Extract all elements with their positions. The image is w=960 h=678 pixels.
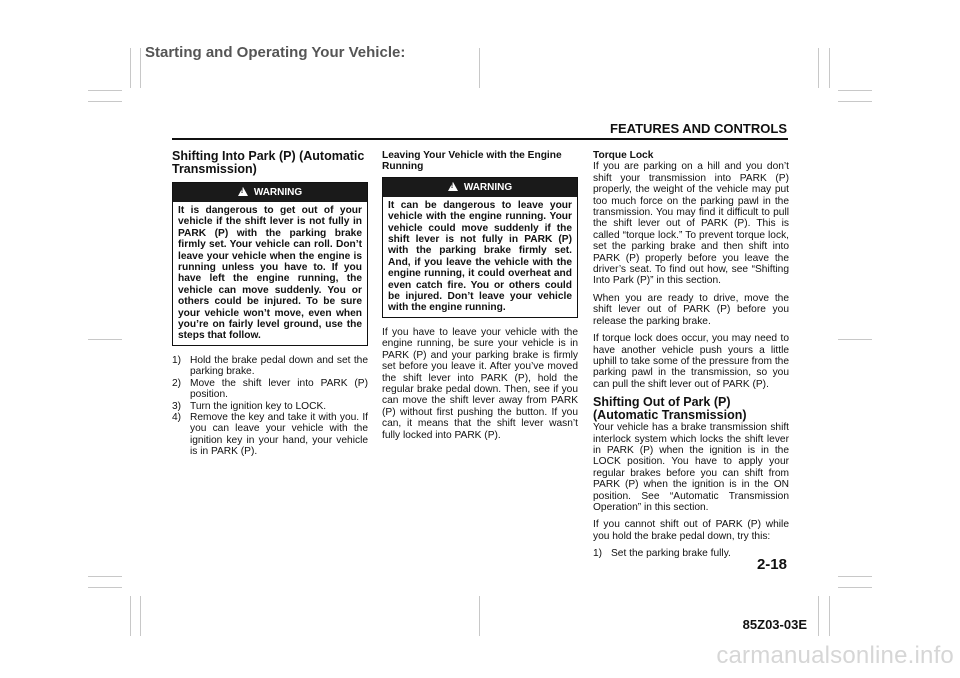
warning-text: It can be dangerous to leave your vehicle with the engine running. Your vehicle could move suddenly if the shift lever is not fully in PARK (P) with the parking brake firmly set. And, if you leave the vehicle with the engine running, it could overheat and even catch fire. You or others could be injured. Don’t leave your vehicle with the engine running. [388, 199, 572, 314]
step-number: 3) [172, 400, 182, 412]
body-paragraph: If you cannot shift out of PARK (P) while you hold the brake pedal down, try this: [593, 519, 789, 542]
crop-mark [130, 48, 131, 88]
crop-mark [88, 587, 122, 588]
watermark: carmanualsonline.info [716, 642, 954, 669]
warning-triangle-icon [238, 187, 248, 196]
step-number: 1) [593, 548, 603, 560]
step-number: 4) [172, 411, 182, 423]
crop-mark [838, 90, 872, 91]
crop-mark [88, 576, 122, 577]
warning-triangle-icon [448, 182, 458, 191]
crop-mark [838, 101, 872, 102]
crop-mark [838, 587, 872, 588]
column-2 [382, 150, 578, 447]
crop-mark [829, 48, 830, 88]
column-3 [593, 150, 789, 566]
running-title: Starting and Operating Your Vehicle: [145, 44, 406, 61]
step-text: Hold the brake pedal down and set the parking brake. [190, 354, 368, 378]
crop-mark [479, 596, 480, 636]
steps-list [172, 355, 368, 458]
step-text: Move the shift lever into PARK (P) position. [190, 377, 368, 401]
crop-mark [140, 48, 141, 88]
step-number: 2) [172, 377, 182, 389]
section-heading: Shifting Out of Park (P) (Automatic Transmission) [593, 395, 747, 423]
warning-text: It is dangerous to get out of your vehicle if the shift lever is not fully in PARK (P) with the parking brake firmly set. Your vehicle can roll. Don’t leave your vehicle when the engine is running unless you have to. If you have left the engine running, the vehicle can move suddenly. You or others could be injured. To be sure your vehicle won’t move, even when you’re on fairly level ground, use the steps that follow. [178, 205, 362, 342]
crop-mark [818, 48, 819, 88]
body-paragraph: If you are parking on a hill and you don’t shift your transmission into PARK (P) properly, the weight of the vehicle may put too much force on the parking pawl in the transmission. You may find it difficult to pull the shift lever out of PARK (P). This is called “torque lock.” To prevent torque lock, set the parking brake and then shift into PARK (P) properly before you leave the driver’s seat. To find out how, see “Shifting Into Park (P)” in this section. [593, 161, 789, 287]
crop-mark [479, 48, 480, 88]
step-number: 1) [172, 354, 182, 366]
crop-mark [130, 596, 131, 636]
list-item [172, 378, 368, 401]
column-1 [172, 150, 368, 464]
step-text: Remove the key and take it with you. If you can leave your vehicle with the ignition key in your hand, your vehicle is in PARK (P). [190, 411, 368, 458]
header-rule [172, 138, 788, 140]
crop-mark [818, 596, 819, 636]
crop-mark [838, 339, 872, 340]
subsection-heading: Torque Lock [593, 150, 654, 161]
crop-mark [88, 101, 122, 102]
list-item [172, 401, 368, 412]
body-paragraph: If torque lock does occur, you may need to have another vehicle push yours a little uphill to take some of the pressure from the parking pawl in the transmission, so you can pull the shift lever out of PARK (P). [593, 333, 789, 390]
crop-mark [140, 596, 141, 636]
crop-mark [88, 90, 122, 91]
crop-mark [88, 339, 122, 340]
subsection-heading: Leaving Your Vehicle with the Engine Running [382, 150, 562, 173]
crop-mark [838, 576, 872, 577]
document-code: 85Z03-03E [742, 617, 807, 632]
warning-box [172, 182, 368, 346]
body-paragraph: If you have to leave your vehicle with the engine running, be sure your vehicle is in PARK (P) and your parking brake is firmly set before you leave it. After you’ve moved the shift lever into PARK (P), hold the regular brake pedal down. Then, see if you can move the shift lever away from PARK (P) without first pushing the button. If you can, it means that the shift lever wasn’t fully locked into PARK (P). [382, 326, 578, 441]
step-text: Set the parking brake fully. [611, 548, 731, 560]
warning-header [173, 183, 367, 202]
body-paragraph: Your vehicle has a brake transmission shift interlock system which locks the shift lever in PARK (P) when the ignition is in the LOCK position. You have to apply your regular brakes before you can shift from PARK (P) when the ignition is in the ON position. See “Automatic Transmission Operation” in this section. [593, 422, 789, 513]
list-item [172, 412, 368, 458]
list-item [172, 355, 368, 378]
warning-box [382, 177, 578, 318]
warning-title: WARNING [463, 181, 513, 193]
body-paragraph: When you are ready to drive, move the shift lever out of PARK (P) before you release the parking brake. [593, 292, 789, 327]
warning-header [383, 178, 577, 197]
warning-title: WARNING [253, 187, 303, 198]
step-text: Turn the ignition key to LOCK. [190, 400, 327, 412]
section-heading: Shifting Into Park (P) (Automatic Transmission) [172, 149, 365, 176]
page-number: 2-18 [756, 556, 787, 573]
crop-mark [829, 596, 830, 636]
section-title: FEATURES AND CONTROLS [610, 121, 787, 136]
